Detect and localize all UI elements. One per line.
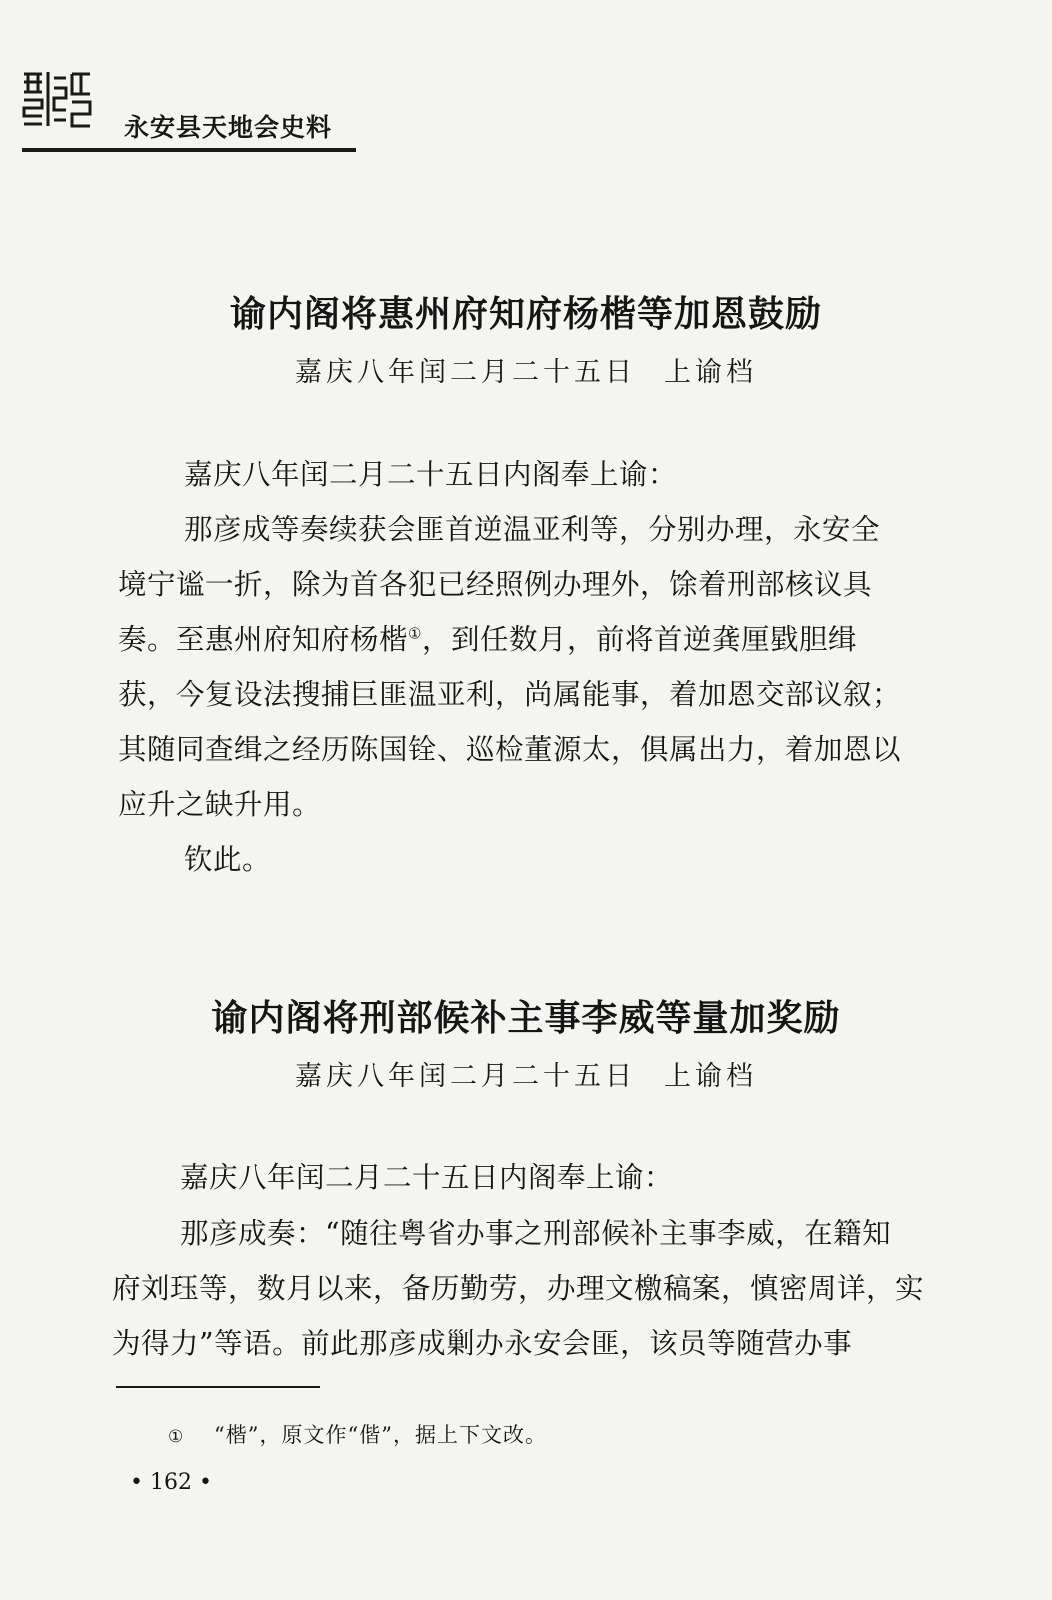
- section-2-line: 为得力”等语。前此那彦成剿办永安会匪，该员等随营办事: [112, 1327, 853, 1360]
- section-2-line: 嘉庆八年闰二月二十五日内阁奉上谕：: [180, 1161, 674, 1194]
- footnote-marker: ①: [408, 624, 422, 643]
- section-1-subtitle: [0, 350, 1052, 389]
- section-2-line: 那彦成奏：“随往粤省办事之刑部候补主事李威，在籍知: [180, 1217, 892, 1250]
- section-1-line: 应升之缺升用。: [118, 788, 322, 821]
- section-2-line: 府刘珏等，数月以来，备历勤劳，办理文檄稿案，慎密周详，实: [112, 1272, 925, 1305]
- section-1-line-part: ，到任数月，前将首逆龚厘戥胆缉: [421, 623, 857, 656]
- section-1-line: [118, 617, 857, 658]
- section-1-line-part: 奏。至惠州府知府杨楷: [118, 623, 409, 656]
- section-2-date: 嘉庆八年闰二月二十五日: [295, 1061, 636, 1092]
- section-1-source: 上谕档: [664, 357, 757, 388]
- section-1-date: 嘉庆八年闰二月二十五日: [295, 357, 636, 388]
- section-2-subtitle: [0, 1054, 1052, 1093]
- header-divider: [22, 148, 356, 152]
- page-number: • 162 •: [130, 1470, 212, 1495]
- section-1-line: 其随同查缉之经历陈国铨、巡检董源太，俱属出力，着加恩以: [118, 733, 902, 766]
- section-1-line: 钦此。: [184, 843, 272, 876]
- section-1-line: 那彦成等奏续获会匪首逆温亚利等，分别办理，永安全: [184, 513, 881, 546]
- footnote-number: ①: [168, 1427, 185, 1447]
- section-2-title: 谕内阁将刑部候补主事李威等量加奖励: [211, 997, 841, 1039]
- running-head-title: 永安县天地会史料: [124, 113, 333, 142]
- seal-logo-icon: [20, 68, 94, 130]
- section-1-line: 获，今复设法搜捕巨匪温亚利，尚属能事，着加恩交部议叙；: [118, 678, 902, 711]
- section-1-title: 谕内阁将惠州府知府杨楷等加恩鼓励: [229, 293, 822, 335]
- footnote: [168, 1419, 547, 1449]
- footnote-text: “楷”，原文作“偕”，据上下文改。: [214, 1423, 547, 1447]
- section-2-source: 上谕档: [664, 1061, 757, 1092]
- section-1-line: 嘉庆八年闰二月二十五日内阁奉上谕：: [184, 458, 678, 491]
- footnote-divider: [116, 1386, 320, 1388]
- section-1-line: 境宁谧一折，除为首各犯已经照例办理外，馀着刑部核议具: [118, 568, 873, 601]
